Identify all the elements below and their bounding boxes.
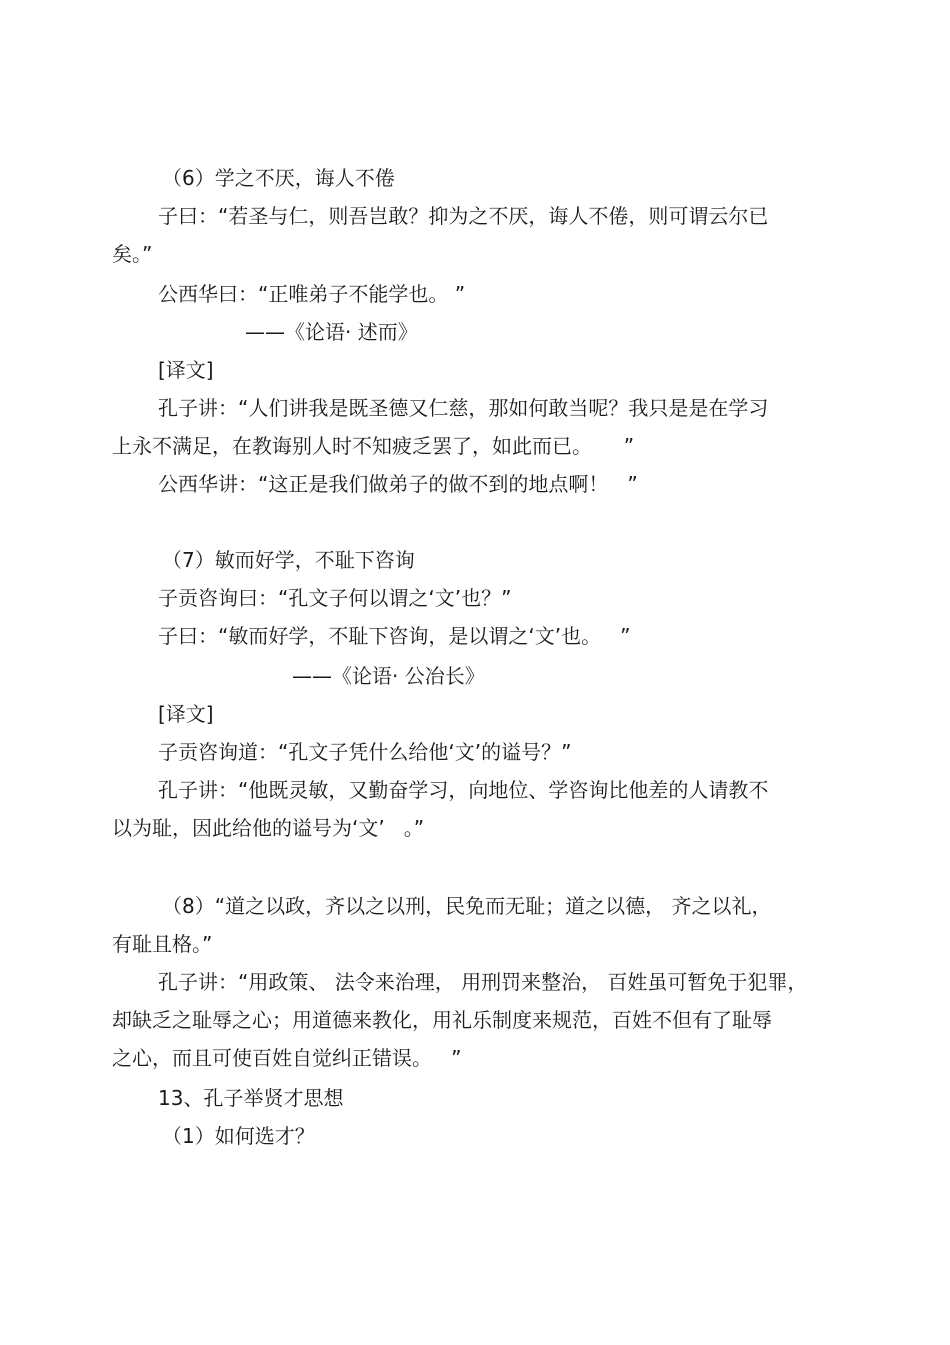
- quote-line: 公西华曰：“正唯弟子不能学也。 ”: [158, 282, 466, 306]
- quote-line: 矣。”: [112, 242, 153, 266]
- translation-label: [译文]: [158, 702, 214, 726]
- translation-line: 公西华讲：“这正是我们做弟子的做不到的地点啊！ ”: [158, 472, 638, 496]
- translation-line: 孔子讲：“用政策、 法令来治理， 用刑罚来整治， 百姓虽可暂免于犯罪，: [158, 970, 808, 994]
- translation-line: 孔子讲：“人们讲我是既圣德又仁慈，那如何敢当呢？我只是是在学习: [158, 396, 769, 420]
- quote-line: 子曰：“若圣与仁，则吾岂敢？抑为之不厌，诲人不倦，则可谓云尔已: [158, 204, 769, 228]
- translation-line: 却缺乏之耻辱之心；用道德来教化，用礼乐制度来规范，百姓不但有了耻辱: [112, 1008, 772, 1032]
- translation-line: 上永不满足，在教诲别人时不知疲乏罢了，如此而已。 ”: [112, 434, 635, 458]
- source-citation: ——《论语· 公冶长》: [292, 664, 485, 688]
- translation-line: 之心，而且可使百姓自觉纠正错误。 ”: [112, 1046, 462, 1070]
- section-13-heading: 13、孔子举贤才思想: [158, 1086, 344, 1110]
- translation-label: [译文]: [158, 358, 214, 382]
- quote-line: 有耻且格。”: [112, 932, 213, 956]
- translation-line: 孔子讲：“他既灵敏，又勤奋学习，向地位、学咨询比他差的人请教不: [158, 778, 769, 802]
- translation-line: 子贡咨询道：“孔文子凭什么给他‘文’的谥号？”: [158, 740, 572, 764]
- quote-line: 子曰：“敏而好学，不耻下咨询，是以谓之‘文’也。 ”: [158, 624, 631, 648]
- subsection-heading: （1）如何选才？: [162, 1124, 315, 1148]
- section-7-heading: （7）敏而好学，不耻下咨询: [162, 548, 415, 572]
- quote-line: 子贡咨询曰：“孔文子何以谓之‘文’也？”: [158, 586, 512, 610]
- section-8-heading: （8）“道之以政，齐以之以刑，民免而无耻；道之以德， 齐之以礼，: [162, 894, 772, 918]
- section-6-heading: （6）学之不厌，诲人不倦: [162, 166, 395, 190]
- source-citation: ——《论语· 述而》: [245, 320, 418, 344]
- translation-line: 以为耻，因此给他的谥号为‘文’ 。”: [112, 816, 425, 840]
